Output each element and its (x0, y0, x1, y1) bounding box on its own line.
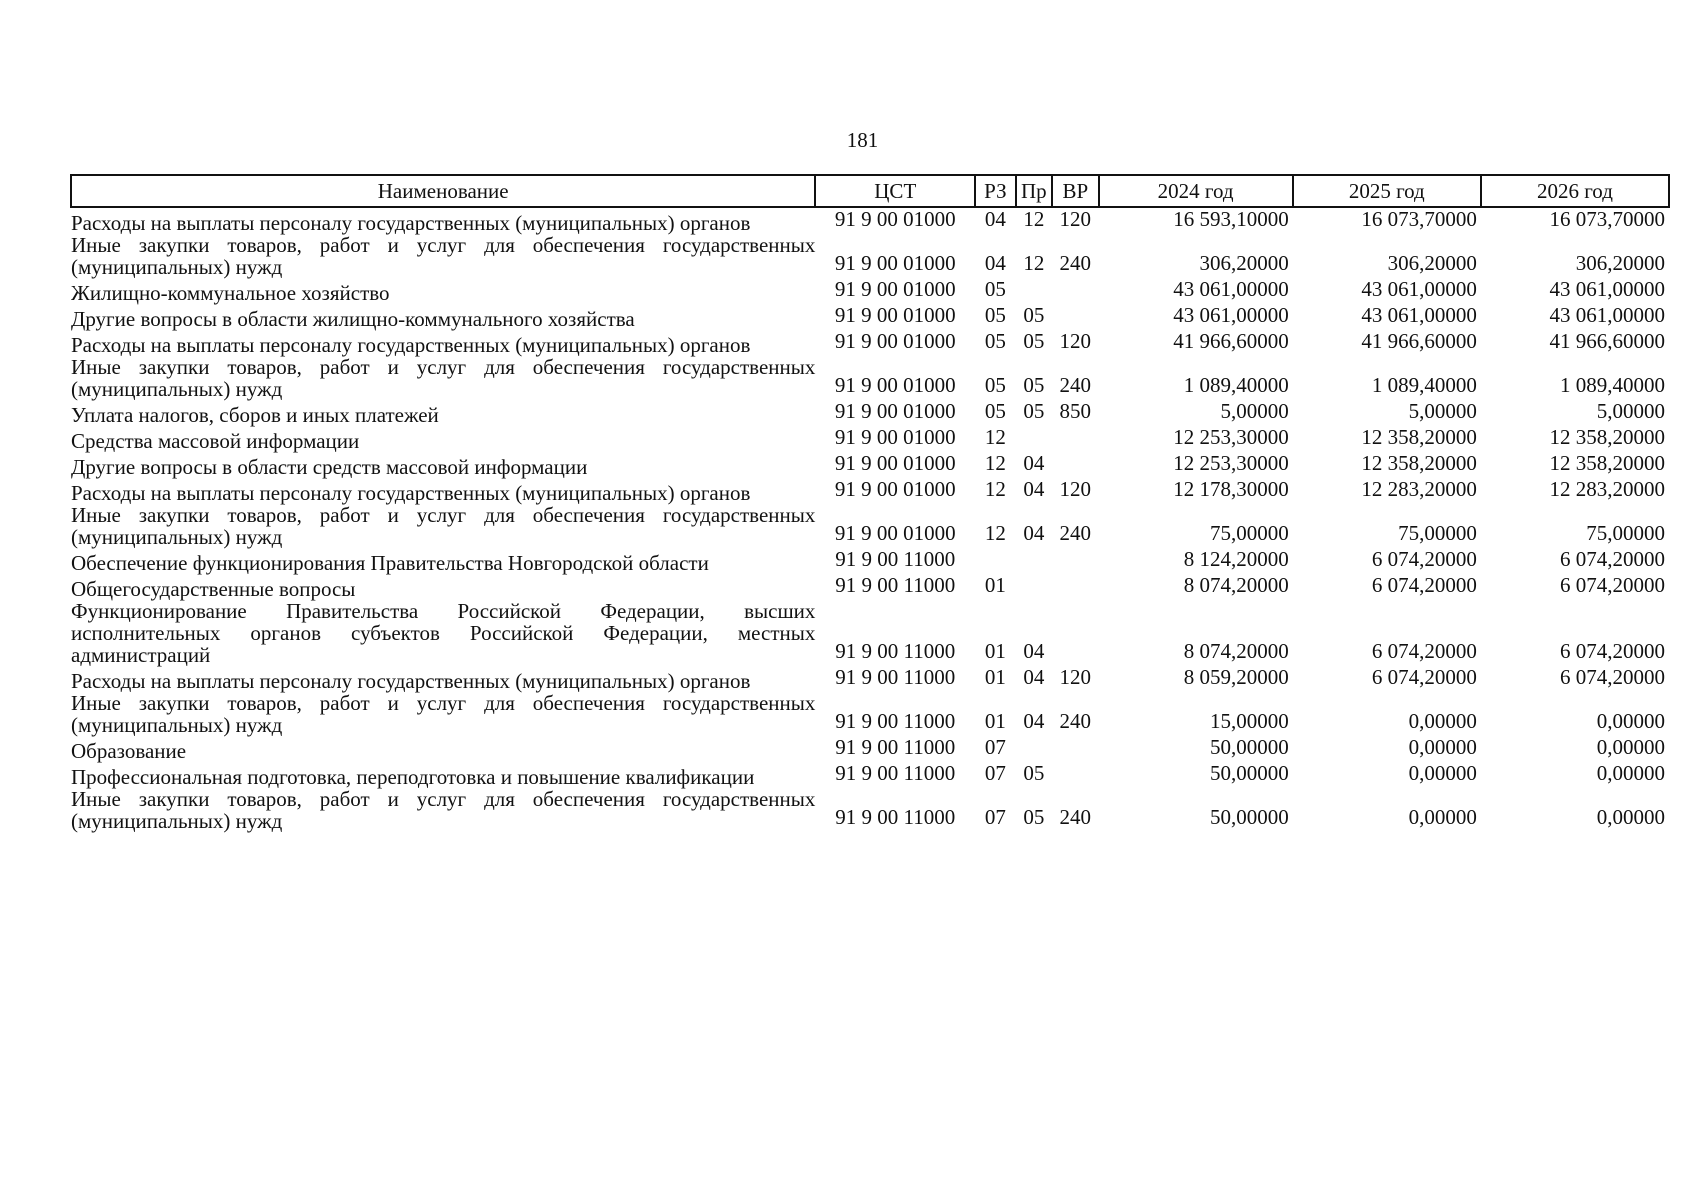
cell-y2025: 41 966,60000 (1361, 329, 1477, 353)
cell-vr (1052, 452, 1099, 478)
cell-cst: 91 9 00 11000 (835, 735, 956, 759)
cell-y2025: 0,00000 (1408, 805, 1477, 829)
cell-name: Функционирование Правительства Российской Федерации, высших исполнительных органов субъектов Российской Федерации, местных администраций (71, 599, 816, 667)
cell-rz: 04 (984, 251, 1006, 275)
cell-y2026: 0,00000 (1596, 709, 1665, 733)
cell-name: Иные закупки товаров, работ и услуг для обеспечения государственных (муниципальных) нужд (71, 355, 816, 401)
cell-cst: 91 9 00 01000 (834, 373, 956, 397)
cell-cst: 91 9 00 01000 (834, 207, 956, 231)
table-row (71, 426, 1669, 452)
cell-name: Уплата налогов, сборов и иных платежей (71, 403, 439, 427)
cell-y2026: 1 089,40000 (1560, 373, 1665, 397)
cell-y2024: 306,20000 (1199, 251, 1289, 275)
cell-y2024: 43 061,00000 (1173, 303, 1289, 327)
cell-y2026: 41 966,60000 (1549, 329, 1665, 353)
cell-y2026: 12 358,20000 (1549, 425, 1665, 449)
cell-y2024: 12 253,30000 (1173, 425, 1289, 449)
cell-vr: 120 (1059, 665, 1092, 689)
cell-vr: 120 (1059, 207, 1092, 231)
table-header-row (71, 175, 1669, 207)
cell-y2024: 43 061,00000 (1173, 277, 1289, 301)
cell-name: Расходы на выплаты персоналу государственных (муниципальных) органов (71, 669, 751, 693)
cell-y2026: 306,20000 (1575, 251, 1665, 275)
table-row (71, 330, 1669, 356)
cell-pr: 05 (1023, 399, 1045, 423)
cell-pr: 05 (1023, 805, 1045, 829)
cell-cst: 91 9 00 11000 (835, 709, 956, 733)
cell-pr (1016, 426, 1052, 452)
cell-rz: 12 (984, 451, 1006, 475)
table-row (71, 574, 1669, 600)
cell-y2026: 16 073,70000 (1549, 207, 1665, 231)
cell-name: Иные закупки товаров, работ и услуг для обеспечения государственных (муниципальных) нужд (71, 691, 816, 737)
cell-rz: 07 (984, 735, 1006, 759)
cell-cst: 91 9 00 01000 (834, 425, 956, 449)
cell-vr: 240 (1059, 521, 1092, 545)
cell-y2025: 16 073,70000 (1361, 207, 1477, 231)
cell-y2024: 8 124,20000 (1183, 547, 1289, 571)
cell-pr: 05 (1023, 329, 1045, 353)
cell-y2024: 16 593,10000 (1173, 207, 1289, 231)
cell-rz: 12 (984, 477, 1006, 501)
cell-cst: 91 9 00 01000 (834, 277, 956, 301)
cell-cst: 91 9 00 01000 (834, 399, 956, 423)
cell-y2026: 6 074,20000 (1560, 665, 1665, 689)
cell-name: Иные закупки товаров, работ и услуг для обеспечения государственных (муниципальных) нужд (71, 233, 816, 279)
header-2025: 2025 год (1293, 175, 1481, 207)
table-row (71, 207, 1669, 234)
cell-y2025: 0,00000 (1408, 709, 1477, 733)
cell-name: Профессиональная подготовка, переподготовка и повышение квалификации (71, 765, 755, 789)
cell-rz (975, 548, 1015, 574)
cell-vr (1052, 548, 1099, 574)
cell-y2025: 6 074,20000 (1371, 573, 1477, 597)
cell-y2024: 8 074,20000 (1183, 639, 1289, 663)
cell-vr: 240 (1059, 805, 1092, 829)
cell-y2026: 43 061,00000 (1549, 303, 1665, 327)
cell-name: Обеспечение функционирования Правительства Новгородской области (71, 551, 709, 575)
cell-rz: 05 (984, 329, 1006, 353)
cell-pr: 05 (1023, 303, 1045, 327)
cell-y2025: 43 061,00000 (1361, 277, 1477, 301)
cell-cst: 91 9 00 01000 (834, 251, 956, 275)
cell-pr: 05 (1023, 373, 1045, 397)
cell-y2025: 75,00000 (1398, 521, 1477, 545)
header-rz: РЗ (975, 175, 1015, 207)
cell-cst: 91 9 00 01000 (834, 451, 956, 475)
cell-y2025: 6 074,20000 (1371, 665, 1477, 689)
table-body (71, 207, 1669, 832)
header-pr: Пр (1016, 175, 1052, 207)
cell-pr: 04 (1023, 477, 1045, 501)
table-row (71, 400, 1669, 426)
cell-y2025: 12 283,20000 (1361, 477, 1477, 501)
cell-y2024: 12 253,30000 (1173, 451, 1289, 475)
header-cst: ЦСТ (815, 175, 975, 207)
cell-vr: 240 (1059, 373, 1092, 397)
cell-rz: 01 (984, 665, 1006, 689)
cell-vr: 240 (1059, 709, 1092, 733)
cell-rz: 01 (984, 639, 1006, 663)
cell-y2024: 1 089,40000 (1183, 373, 1289, 397)
cell-pr: 12 (1023, 207, 1045, 231)
cell-cst: 91 9 00 11000 (835, 639, 956, 663)
cell-pr: 04 (1023, 709, 1045, 733)
budget-table (70, 174, 1670, 832)
cell-rz: 12 (984, 521, 1006, 545)
table-row (71, 278, 1669, 304)
cell-vr (1052, 426, 1099, 452)
table-row (71, 548, 1669, 574)
cell-rz: 05 (984, 399, 1006, 423)
cell-pr: 04 (1023, 451, 1045, 475)
table-row (71, 692, 1669, 736)
cell-cst: 91 9 00 01000 (834, 303, 956, 327)
cell-rz: 05 (984, 303, 1006, 327)
cell-pr (1016, 736, 1052, 762)
cell-name: Иные закупки товаров, работ и услуг для обеспечения государственных (муниципальных) нужд (71, 787, 816, 833)
cell-pr: 04 (1023, 521, 1045, 545)
cell-y2025: 43 061,00000 (1361, 303, 1477, 327)
table-row (71, 304, 1669, 330)
cell-cst: 91 9 00 01000 (834, 521, 956, 545)
cell-y2024: 8 059,20000 (1183, 665, 1289, 689)
table-row (71, 666, 1669, 692)
table-row (71, 600, 1669, 666)
cell-rz: 05 (984, 277, 1006, 301)
cell-y2026: 5,00000 (1596, 399, 1665, 423)
cell-rz: 07 (984, 761, 1006, 785)
cell-name: Другие вопросы в области жилищно-коммунального хозяйства (71, 307, 635, 331)
header-name: Наименование (71, 175, 815, 207)
cell-vr (1052, 278, 1099, 304)
cell-y2025: 1 089,40000 (1371, 373, 1477, 397)
cell-pr (1016, 548, 1052, 574)
cell-vr (1052, 574, 1099, 600)
cell-vr (1052, 762, 1099, 788)
cell-name: Средства массовой информации (71, 429, 360, 453)
cell-y2025: 6 074,20000 (1371, 639, 1477, 663)
cell-rz: 12 (984, 425, 1006, 449)
cell-y2026: 6 074,20000 (1560, 547, 1665, 571)
cell-name: Жилищно-коммунальное хозяйство (71, 281, 390, 305)
cell-y2025: 12 358,20000 (1361, 451, 1477, 475)
cell-y2024: 5,00000 (1220, 399, 1289, 423)
cell-y2026: 0,00000 (1596, 805, 1665, 829)
cell-y2025: 0,00000 (1408, 735, 1477, 759)
cell-y2024: 41 966,60000 (1173, 329, 1289, 353)
cell-y2024: 75,00000 (1209, 521, 1289, 545)
cell-y2026: 6 074,20000 (1560, 573, 1665, 597)
cell-cst: 91 9 00 11000 (835, 761, 956, 785)
page-number: 181 (846, 128, 879, 152)
cell-y2024: 8 074,20000 (1183, 573, 1289, 597)
table-row (71, 504, 1669, 548)
cell-y2026: 0,00000 (1596, 761, 1665, 785)
table-row (71, 452, 1669, 478)
cell-rz: 04 (984, 207, 1006, 231)
cell-y2024: 50,00000 (1209, 735, 1289, 759)
cell-y2024: 50,00000 (1209, 805, 1289, 829)
cell-name: Общегосударственные вопросы (71, 577, 356, 601)
table-row (71, 356, 1669, 400)
cell-y2025: 6 074,20000 (1371, 547, 1477, 571)
cell-y2024: 12 178,30000 (1173, 477, 1289, 501)
cell-rz: 07 (984, 805, 1006, 829)
cell-vr: 120 (1059, 477, 1092, 501)
cell-y2025: 306,20000 (1387, 251, 1477, 275)
cell-y2026: 12 283,20000 (1549, 477, 1665, 501)
cell-y2026: 12 358,20000 (1549, 451, 1665, 475)
table-row (71, 234, 1669, 278)
cell-y2025: 0,00000 (1408, 761, 1477, 785)
cell-pr (1016, 574, 1052, 600)
cell-name: Расходы на выплаты персоналу государственных (муниципальных) органов (71, 481, 751, 505)
cell-name: Образование (71, 739, 187, 763)
table-row (71, 478, 1669, 504)
header-2026: 2026 год (1481, 175, 1669, 207)
cell-pr: 12 (1023, 251, 1045, 275)
cell-rz: 05 (984, 373, 1006, 397)
cell-y2026: 0,00000 (1596, 735, 1665, 759)
cell-cst: 91 9 00 11000 (835, 805, 956, 829)
cell-y2026: 75,00000 (1586, 521, 1665, 545)
cell-cst: 91 9 00 01000 (834, 329, 956, 353)
cell-vr (1052, 736, 1099, 762)
cell-cst: 91 9 00 11000 (835, 573, 956, 597)
cell-pr: 04 (1023, 665, 1045, 689)
table-row (71, 788, 1669, 832)
cell-cst: 91 9 00 01000 (834, 477, 956, 501)
cell-y2025: 12 358,20000 (1361, 425, 1477, 449)
cell-y2024: 50,00000 (1209, 761, 1289, 785)
cell-name: Иные закупки товаров, работ и услуг для обеспечения государственных (муниципальных) нужд (71, 503, 816, 549)
cell-vr (1052, 304, 1099, 330)
cell-y2025: 5,00000 (1408, 399, 1477, 423)
cell-vr (1052, 600, 1099, 666)
table-row (71, 736, 1669, 762)
cell-pr: 04 (1023, 639, 1045, 663)
cell-y2026: 6 074,20000 (1560, 639, 1665, 663)
cell-vr: 120 (1059, 329, 1092, 353)
header-2024: 2024 год (1099, 175, 1293, 207)
cell-vr: 850 (1059, 399, 1092, 423)
cell-rz: 01 (984, 709, 1006, 733)
cell-pr: 05 (1023, 761, 1045, 785)
cell-vr: 240 (1059, 251, 1092, 275)
cell-pr (1016, 278, 1052, 304)
header-vr: ВР (1052, 175, 1099, 207)
table-row (71, 762, 1669, 788)
cell-y2026: 43 061,00000 (1549, 277, 1665, 301)
cell-name: Другие вопросы в области средств массовой информации (71, 455, 588, 479)
cell-cst: 91 9 00 11000 (835, 547, 956, 571)
cell-cst: 91 9 00 11000 (835, 665, 956, 689)
cell-name: Расходы на выплаты персоналу государственных (муниципальных) органов (71, 333, 751, 357)
cell-name: Расходы на выплаты персоналу государственных (муниципальных) органов (71, 211, 751, 235)
cell-y2024: 15,00000 (1209, 709, 1289, 733)
cell-rz: 01 (984, 573, 1006, 597)
